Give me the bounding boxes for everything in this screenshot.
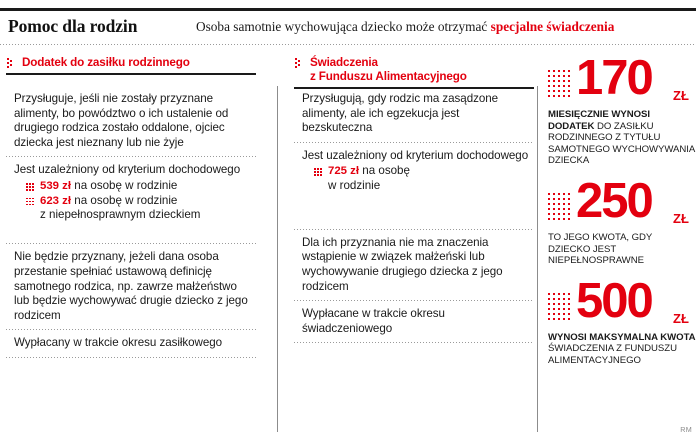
block-text: Dla ich przyznania nie ma znaczenia wstąpienie w związek małżeński lub wychowywanie drugiego dziecka z jego rodzicem xyxy=(302,235,503,293)
stat-number: 170 xyxy=(576,51,652,105)
stat-currency: ZŁ xyxy=(673,210,689,226)
stat-description-bold: WYNOSI MAKSYMALNA KWOTA xyxy=(548,331,696,343)
header-subtitle-highlight: specjalne świadczenia xyxy=(490,19,615,34)
stat-description xyxy=(548,329,696,367)
top-rule xyxy=(0,8,696,11)
column-dodatek-header xyxy=(6,56,256,86)
stat-number-row xyxy=(548,51,696,106)
block-separator xyxy=(6,357,256,358)
column-fundusz-title xyxy=(294,56,534,84)
dot-grid-icon xyxy=(314,168,322,176)
stat-currency: ZŁ xyxy=(673,310,689,326)
money-amount: 725 zł xyxy=(328,165,360,178)
block-kryterium xyxy=(6,157,256,243)
header-subtitle-plain: Osoba samotnie wychowująca dziecko może otrzymać xyxy=(196,19,491,34)
block-text: Nie będzie przyznany, jeżeli dana osoba przestanie spełniać ustawową definicję samotnego rodzica, np. zawrze małżeństwo lub będzie wychowywać drugie dziecko z jego rodzicem xyxy=(14,250,248,322)
block-text: Jest uzależniony od kryterium dochodowego xyxy=(302,148,529,162)
stat-number-row xyxy=(548,173,696,229)
header-dotted-rule xyxy=(0,44,696,45)
block-text: Przysługuje, jeśli nie zostały przyznane alimenty, bo powództwo o ich ustalenie od drugiego rodzica zostało oddalone, ojciec dziecka jest nieznany lub nie żyje xyxy=(14,92,229,149)
column-fundusz-title-line2: z Funduszu Alimentacyjnego xyxy=(310,70,467,83)
column-fundusz-title-line1: Świadczenia xyxy=(310,56,378,69)
dot-grid-icon xyxy=(548,293,575,321)
stats-column xyxy=(548,51,696,367)
block-separator xyxy=(294,342,534,343)
block-kryterium xyxy=(294,143,534,229)
column-dodatek-title: Dodatek do zasiłku rodzinnego xyxy=(22,56,190,69)
block-przyslugiwanie xyxy=(294,86,534,142)
money-text: na osobę w rodzinie xyxy=(71,193,178,207)
dot-marker-icon xyxy=(295,58,304,69)
column-divider-1 xyxy=(277,86,278,432)
stat-description-rest: DO ZASIŁKU RODZINNEGO Z TYTUŁU SAMOTNEGO WYCHOWYWANIA DZIECKA xyxy=(548,120,695,167)
dot-grid-icon xyxy=(548,70,575,98)
stat-description-rest: ŚWIADCZENIA Z FUNDUSZU ALIMENTACYJNEGO xyxy=(548,343,677,366)
money-item xyxy=(302,164,532,179)
block-malzenstwo xyxy=(294,230,534,300)
block-wyplata xyxy=(6,330,256,357)
dot-marker-icon xyxy=(7,58,16,69)
stat-250 xyxy=(548,173,696,267)
dot-grid-icon xyxy=(26,183,34,191)
money-item xyxy=(14,179,254,194)
column-divider-2 xyxy=(537,86,538,432)
block-text: Przysługują, gdy rodzic ma zasądzone alimenty, ale ich egzekucja jest bezskuteczna xyxy=(302,92,499,135)
column-dodatek xyxy=(6,56,256,358)
money-list xyxy=(14,179,254,223)
stat-170 xyxy=(548,51,696,167)
money-continuation: z niepełnosprawnym dzieckiem xyxy=(40,208,201,222)
stat-number: 500 xyxy=(576,273,652,328)
stat-500 xyxy=(548,273,696,367)
money-text: na osobę xyxy=(359,164,410,178)
column-fundusz xyxy=(294,56,534,343)
stat-description xyxy=(548,229,696,267)
money-amount: 623 zł xyxy=(40,194,72,207)
money-continuation: w rodzinie xyxy=(328,178,381,192)
credit-label: RM xyxy=(680,425,692,434)
block-wyplata xyxy=(294,301,534,342)
stat-description xyxy=(548,106,696,167)
column-fundusz-rule xyxy=(294,87,534,89)
page-title: Pomoc dla rodzin xyxy=(8,16,138,36)
column-dodatek-rule xyxy=(6,73,256,75)
stat-description-rest: TO JEGO KWOTA, GDY DZIECKO JEST NIEPEŁNOSPRAWNE xyxy=(548,231,653,267)
header xyxy=(0,14,696,42)
stat-number-row xyxy=(548,273,696,329)
stat-currency: ZŁ xyxy=(673,88,689,103)
column-fundusz-header xyxy=(294,56,534,86)
block-text: Jest uzależniony od kryterium dochodowego xyxy=(14,163,241,177)
header-subtitle xyxy=(196,19,614,35)
block-text: Wypłacany w trakcie okresu zasiłkowego xyxy=(14,336,223,350)
stat-description-bold: MIESIĘCZNIE WYNOSI DODATEK xyxy=(548,109,650,132)
dot-grid-icon xyxy=(26,198,34,206)
stat-number: 250 xyxy=(576,173,652,228)
dot-grid-icon xyxy=(548,193,575,221)
money-list xyxy=(302,164,532,193)
money-text: na osobę w rodzinie xyxy=(71,178,178,192)
money-amount: 539 zł xyxy=(40,179,72,192)
block-utrata xyxy=(6,244,256,329)
block-przyslugiwanie xyxy=(6,86,256,156)
money-item xyxy=(14,194,254,209)
block-text: Wypłacane w trakcie okresu świadczeniowego xyxy=(302,307,445,335)
